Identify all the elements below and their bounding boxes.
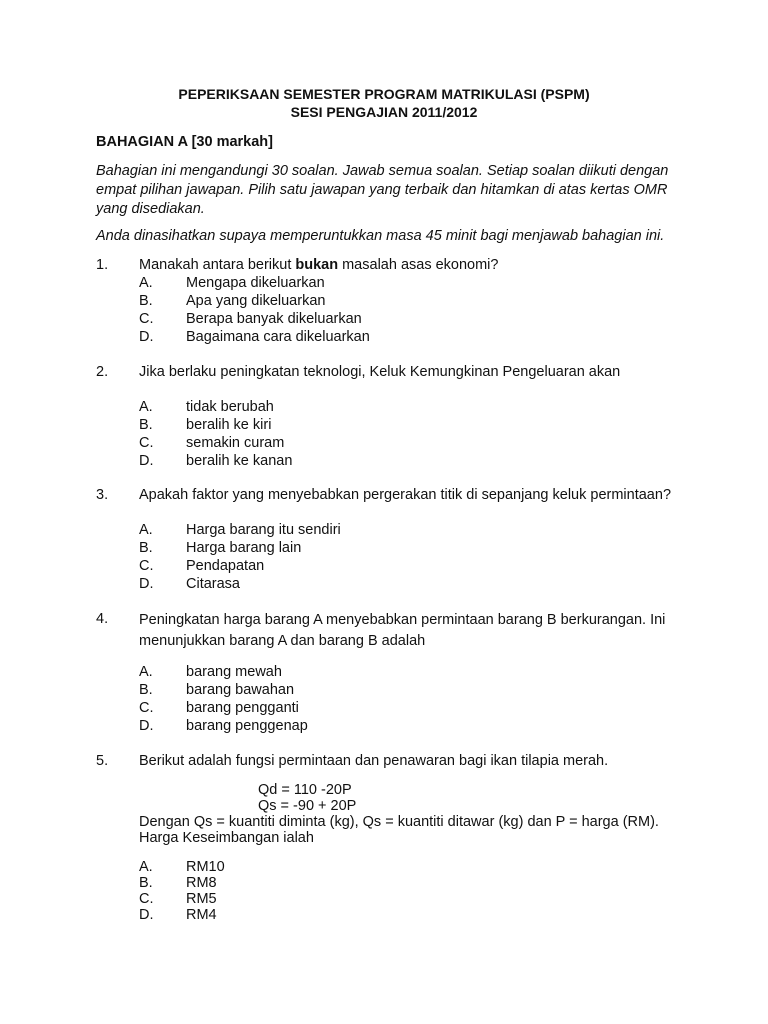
option-text: barang pengganti (186, 700, 299, 716)
question-number: 2. (96, 364, 109, 380)
question-text-emphasis: bukan (295, 257, 339, 273)
demand-equation: Qd = 110 -20P (258, 782, 352, 798)
option-label: A. (139, 664, 153, 680)
section-title: BAHAGIAN A [30 markah] (96, 134, 273, 150)
option-label: B. (139, 875, 153, 891)
question-number: 3. (96, 487, 109, 503)
option-text: Bagaimana cara dikeluarkan (186, 329, 370, 345)
question-text-part: masalah asas ekonomi? (338, 257, 499, 273)
option-text: semakin curam (186, 435, 285, 451)
exam-session: SESI PENGAJIAN 2011/2012 (290, 104, 478, 120)
option-text: beralih ke kiri (186, 417, 272, 433)
option-text: Berapa banyak dikeluarkan (186, 311, 362, 327)
option-text: RM8 (186, 875, 217, 891)
question-text-part: Manakah antara berikut (139, 257, 296, 273)
option-text: Citarasa (186, 576, 240, 592)
option-label: A. (139, 399, 153, 415)
option-label: B. (139, 682, 153, 698)
option-label: D. (139, 907, 154, 923)
option-label: B. (139, 293, 153, 309)
question-text (139, 257, 498, 273)
option-label: D. (139, 329, 154, 345)
option-label: B. (139, 417, 153, 433)
option-text: RM10 (186, 859, 225, 875)
section-advice: Anda dinasihatkan supaya memperuntukkan masa 45 minit bagi menjawab bahagian ini. (96, 228, 665, 244)
question-note: Dengan Qs = kuantiti diminta (kg), Qs = kuantiti ditawar (kg) dan P = harga (RM). (139, 814, 659, 830)
option-label: C. (139, 558, 154, 574)
option-text: Pendapatan (186, 558, 265, 574)
option-text: beralih ke kanan (186, 453, 293, 469)
option-text: barang mewah (186, 664, 282, 680)
option-text: Harga barang lain (186, 540, 302, 556)
question-text: Jika berlaku peningkatan teknologi, Keluk Kemungkinan Pengeluaran akan (139, 364, 621, 380)
option-text: Harga barang itu sendiri (186, 522, 341, 538)
option-label: B. (139, 540, 153, 556)
question-number: 5. (96, 753, 109, 769)
option-label: C. (139, 891, 154, 907)
option-label: D. (139, 453, 154, 469)
option-label: C. (139, 311, 154, 327)
exam-title: PEPERIKSAAN SEMESTER PROGRAM MATRIKULASI (PSPM) (178, 86, 590, 102)
question-number: 4. (96, 611, 109, 627)
option-text: RM4 (186, 907, 217, 923)
question-text: Berikut adalah fungsi permintaan dan penawaran bagi ikan tilapia merah. (139, 753, 609, 769)
option-label: C. (139, 435, 154, 451)
option-text: tidak berubah (186, 399, 274, 415)
option-label: C. (139, 700, 154, 716)
option-label: D. (139, 576, 154, 592)
question-text: Peningkatan harga barang A menyebabkan permintaan barang B berkurangan. Ini menunjukkan barang A dan barang B adalah (139, 612, 666, 649)
question-prompt: Harga Keseimbangan ialah (139, 830, 314, 846)
option-text: barang penggenap (186, 718, 308, 734)
option-text: Apa yang dikeluarkan (186, 293, 326, 309)
option-text: Mengapa dikeluarkan (186, 275, 325, 291)
supply-equation: Qs = -90 + 20P (258, 798, 357, 814)
question-number: 1. (96, 257, 109, 273)
question-text: Apakah faktor yang menyebabkan pergerakan titik di sepanjang keluk permintaan? (139, 487, 672, 503)
option-label: A. (139, 522, 153, 538)
option-text: barang bawahan (186, 682, 295, 698)
section-instructions: Bahagian ini mengandungi 30 soalan. Jawab semua soalan. Setiap soalan diikuti dengan empat pilihan jawapan. Pilih satu jawapan yang terbaik dan hitamkan di atas kertas OMR yang disediakan. (96, 163, 669, 217)
option-label: A. (139, 859, 153, 875)
option-text: RM5 (186, 891, 217, 907)
option-label: A. (139, 275, 153, 291)
option-label: D. (139, 718, 154, 734)
